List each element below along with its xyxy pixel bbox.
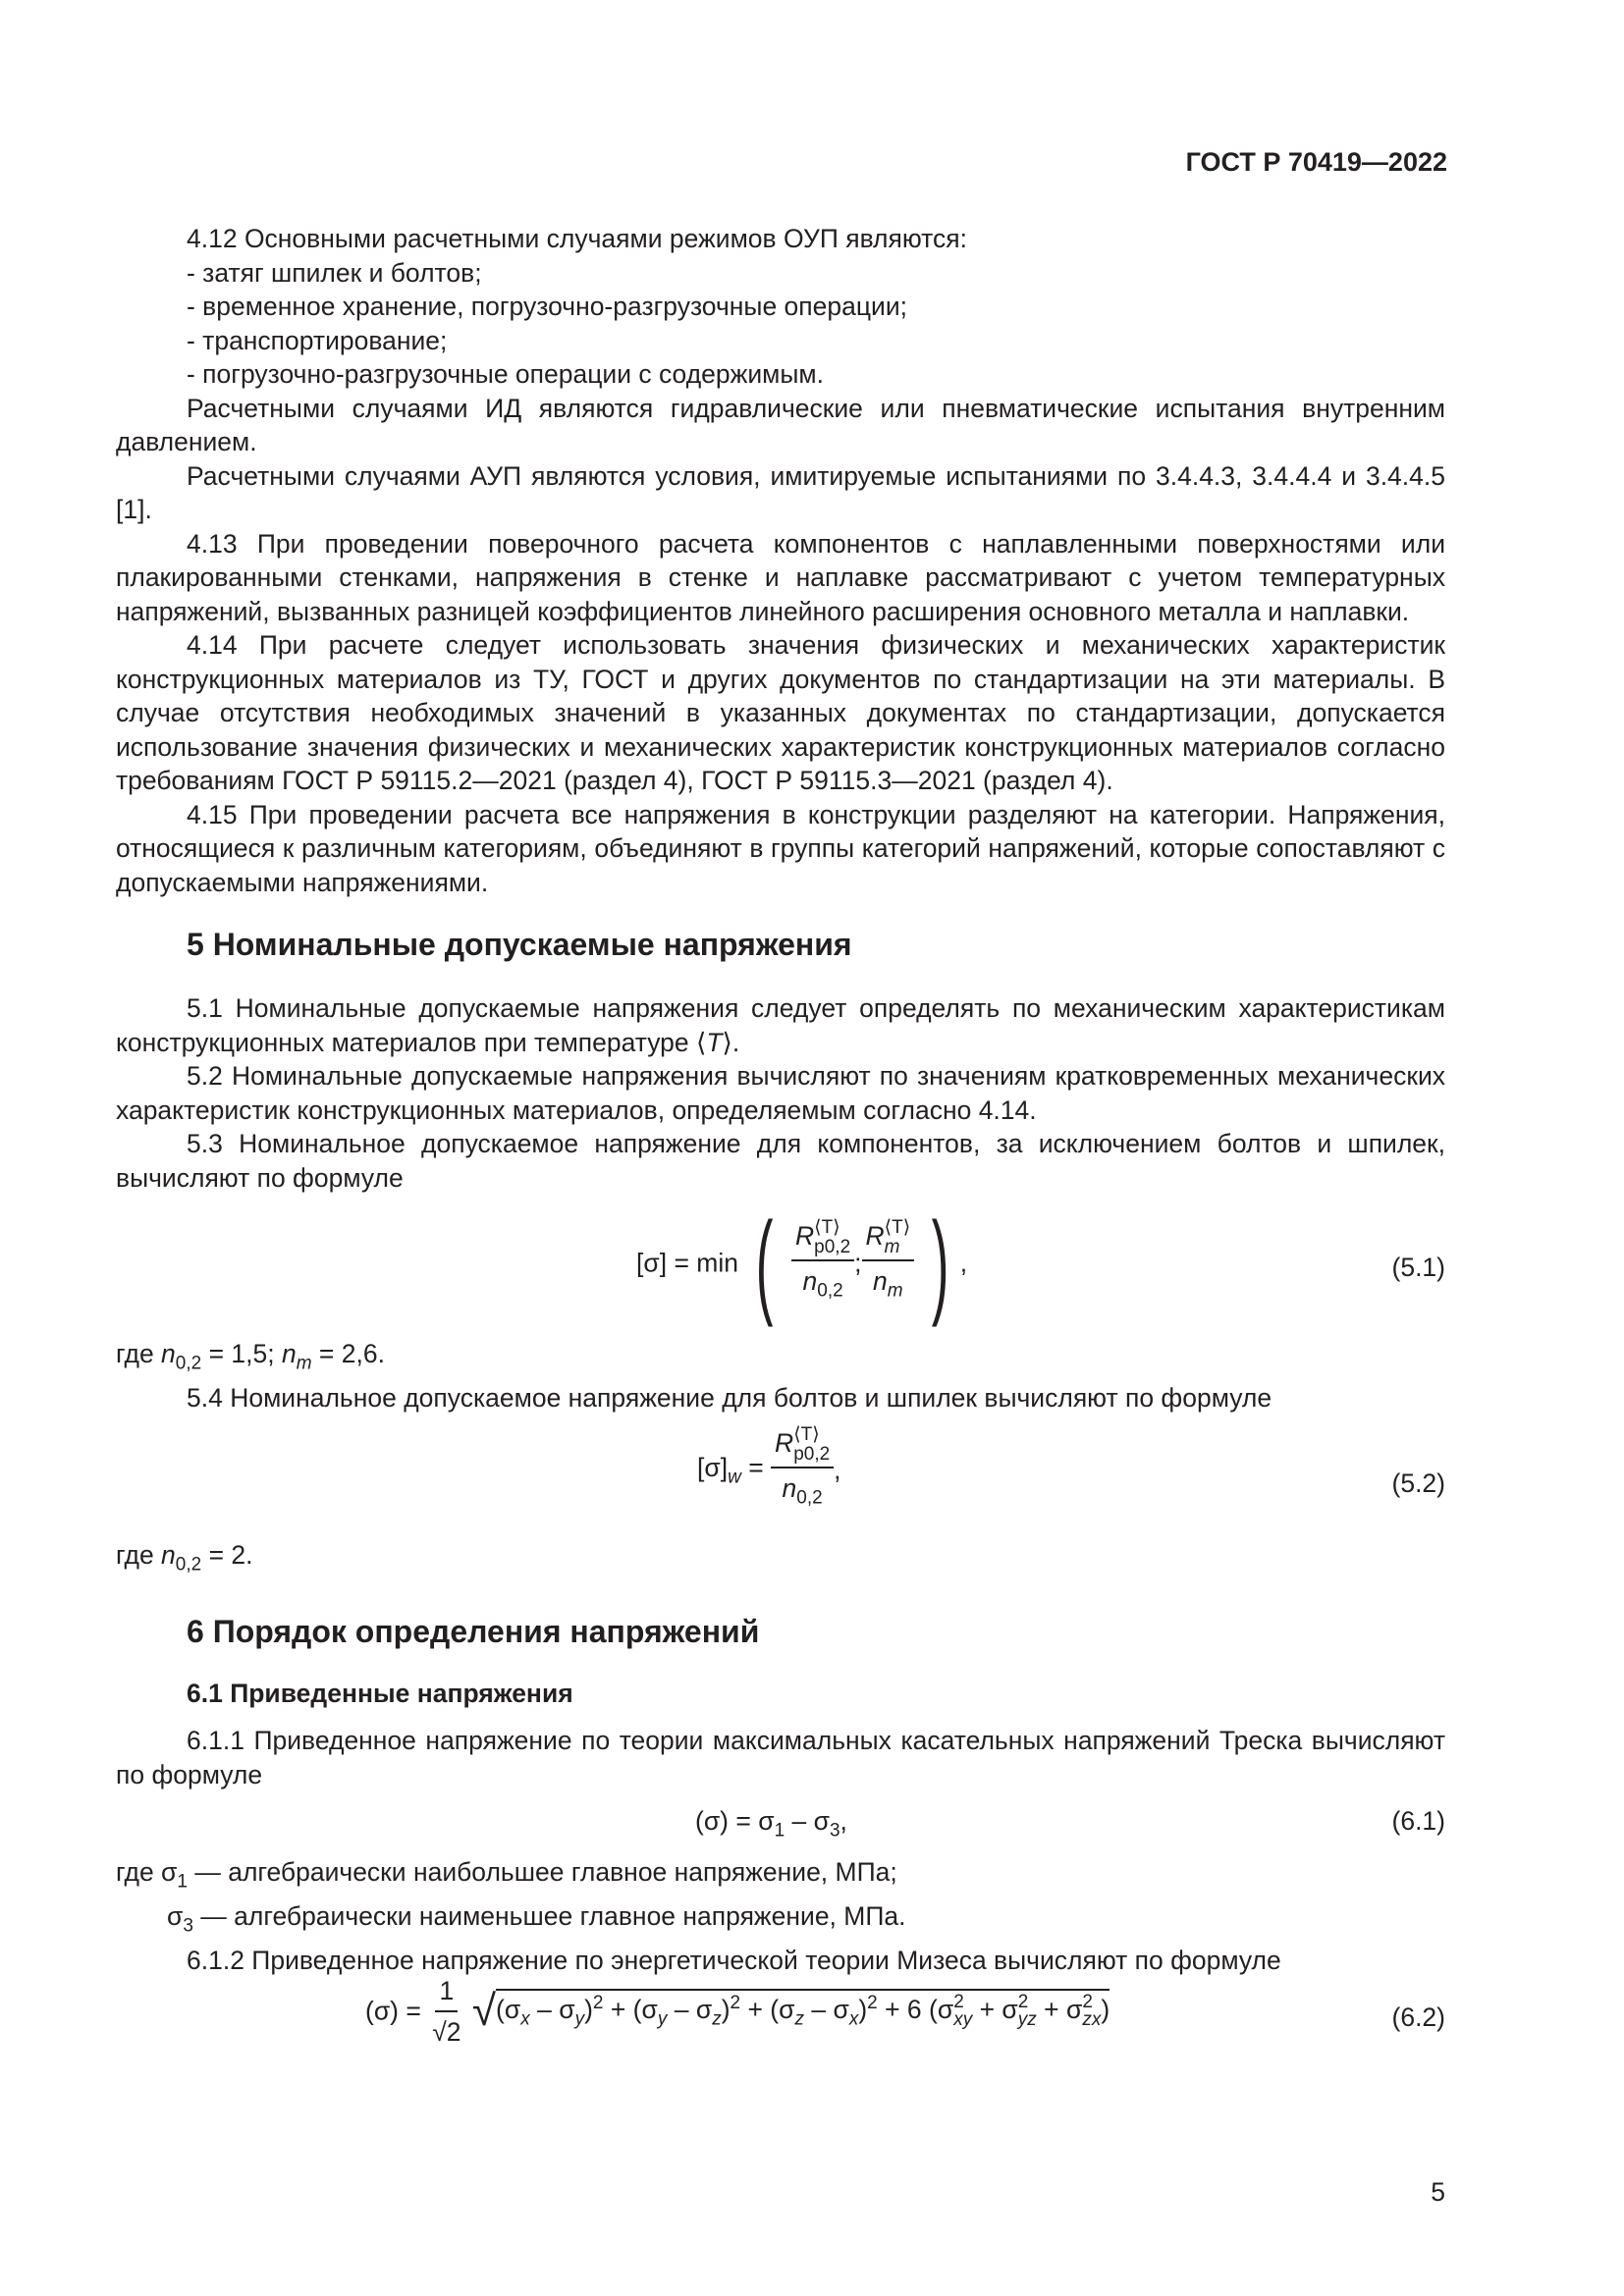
close-paren: ) <box>1101 1994 1110 2024</box>
formula-comma: , <box>834 1455 841 1485</box>
clause-5-4: 5.4 Номинальное допускаемое напряжение для болтов и шпилек вычисляют по формуле <box>187 1382 1272 1413</box>
term: + 6 (σ <box>877 1994 954 2024</box>
fraction-rm <box>862 1218 915 1308</box>
term: + σ <box>972 1994 1018 2024</box>
sup-2: 2 <box>730 1992 741 2013</box>
formula-6-1 <box>695 1806 847 1842</box>
sub-3: 3 <box>829 1820 840 1842</box>
clause-6-1-2: 6.1.2 Приведенное напряжение по энергетической теории Мизеса вычисляют по формуле <box>187 1945 1281 1975</box>
formula-part: (σ) = σ <box>695 1806 775 1836</box>
sub-z: z <box>712 2008 722 2030</box>
definition-text: — алгебраически наименьшее главное напряжение, МПа. <box>192 1900 906 1931</box>
term: – σ <box>529 1994 575 2024</box>
sub-02: 0,2 <box>796 1487 823 1509</box>
temperature-symbol: T <box>706 1027 723 1057</box>
value-nm: = 2,6. <box>311 1339 385 1368</box>
formula-5-1 <box>636 1199 968 1328</box>
n-symbol: n <box>782 1473 797 1503</box>
right-paren: ) <box>932 1199 949 1328</box>
sub-z: z <box>794 2008 804 2030</box>
sub-x: x <box>848 2008 859 2030</box>
sqrt-radicand: $(\sigma_x - \sigma_y)^2 + (\sigma_y - \sigma_z)^2 + (\sigma_z - \sigma_x)^2 + 6$ (σ 2 xy + σ 2 yz + σ 2 zx ) <box>496 1989 1110 2024</box>
page-number: 5 <box>1431 2177 1445 2207</box>
r-symbol: R <box>795 1220 815 1251</box>
value-n02: = 1,5; <box>201 1339 282 1368</box>
where-prefix: где <box>116 1339 162 1368</box>
section-5-heading: 5 Номинальные допускаемые напряжения <box>187 927 852 962</box>
where-6-1-block <box>116 1855 1445 1977</box>
n-symbol: n <box>873 1265 888 1296</box>
where-6-1-b <box>116 1899 1445 1944</box>
sub-y: y <box>574 2008 585 2030</box>
equals: = <box>740 1452 764 1482</box>
clause-4-12-aup: Расчетными случаями АУП являются условия, имитируемые испытаниями по 3.4.4.3, 3.4.4.4 и 3.4.4.5 [1]. <box>116 460 1445 524</box>
formula-lhs: (σ) = <box>365 1996 421 2026</box>
sup-2: 2 <box>1017 1991 1029 2012</box>
formula-number-5-1: (5.1) <box>1391 1253 1445 1282</box>
clauses-4 <box>116 222 1445 899</box>
fraction-rp02 <box>791 1218 854 1308</box>
left-paren: ( <box>756 1199 774 1328</box>
sub-1: 1 <box>774 1820 785 1842</box>
sub-1: 1 <box>177 1871 188 1893</box>
subsection-6-1-heading: 6.1 Приведенные напряжения <box>187 1679 573 1708</box>
sub-y: y <box>657 2008 668 2030</box>
sup-t: ⟨T⟩ <box>814 1216 840 1238</box>
list-item: - погрузочно-разгрузочные операции с содержимым. <box>187 359 825 389</box>
doc-header: ГОСТ Р 70419—2022 <box>1185 147 1447 177</box>
sub-m: m <box>296 1353 312 1374</box>
list-item: - затяг шпилек и болтов; <box>187 257 482 288</box>
clause-4-13: 4.13 При проведении поверочного расчета компонентов с наплавленными поверхностями или плакированными стенками, напряжения в стенке и наплавке рассматривают с учетом температурных напряжений, вызванных разницей коэффициентов линейного расширения основного металла и наплавки. <box>116 528 1445 626</box>
clause-5-2: 5.2 Номинальные допускаемые напряжения вычисляют по значениям кратковременных механических характеристик конструкционных материалов, определяемым согласно 4.14. <box>116 1061 1445 1125</box>
sub-m: m <box>884 1236 900 1257</box>
sub-02: 0,2 <box>175 1554 202 1575</box>
definition-text: — алгебраически наибольшее главное напряжение, МПа; <box>187 1857 897 1887</box>
where-5-2-block <box>116 1538 1445 1582</box>
clause-4-12-id: Расчетными случаями ИД являются гидравлические или пневматические испытания внутренним давлением. <box>116 393 1445 456</box>
sqrt-sign: √ <box>471 1987 497 2035</box>
formula-number-6-1: (6.1) <box>1391 1806 1445 1836</box>
term: + σ <box>1036 1994 1083 2024</box>
sup-2: 2 <box>953 1991 964 2012</box>
n-symbol: n <box>161 1339 176 1368</box>
section-6-heading: 6 Порядок определения напряжений <box>187 1614 760 1649</box>
term: + (σ <box>603 1994 658 2024</box>
n-symbol: n <box>802 1265 818 1296</box>
root-two: √2 <box>432 2017 461 2047</box>
term: (σ <box>496 1994 521 2024</box>
clause-5-1-end: ⟩. <box>722 1027 740 1057</box>
where-6-1-a <box>116 1855 1445 1899</box>
formula-lhs <box>697 1452 764 1488</box>
sup-t: ⟨T⟩ <box>884 1216 911 1238</box>
r-symbol: R <box>775 1428 794 1458</box>
n-symbol: n <box>161 1540 176 1570</box>
section-5-heading-block <box>116 928 1445 962</box>
where-5-2 <box>116 1538 1445 1582</box>
sub-02: 0,2 <box>817 1280 843 1302</box>
where-5-1 <box>116 1337 1445 1381</box>
sub-p02: p0,2 <box>793 1444 831 1465</box>
clause-5-1 <box>116 991 1445 1059</box>
clause-5-3: 5.3 Номинальное допускаемое напряжение для компонентов, за исключением болтов и шпилек, вычисляют по формуле <box>116 1129 1445 1193</box>
sub-zx: zx <box>1082 2008 1102 2030</box>
formula-6-2 <box>365 1973 1110 2050</box>
sub-p02: p0,2 <box>814 1236 851 1257</box>
sigma-symbol: σ <box>167 1900 184 1931</box>
fraction-one-over-root2 <box>428 1973 464 2050</box>
clause-6-1-1: 6.1.1 Приведенное напряжение по теории максимальных касательных напряжений Треска вычисляют по формуле <box>116 1726 1445 1789</box>
fraction-rp02 <box>771 1425 834 1516</box>
sub-xy: xy <box>953 2008 973 2030</box>
sup-2: 2 <box>867 1992 878 2013</box>
formula-5-2 <box>697 1425 841 1516</box>
section-6-heading-block <box>116 1615 1445 1649</box>
sub-m: m <box>887 1280 903 1302</box>
formula-lhs: [σ] = min <box>636 1248 738 1278</box>
section-6-1-heading-block <box>116 1677 1445 1711</box>
where-prefix: где σ <box>116 1857 178 1887</box>
section-5-text <box>116 991 1445 1195</box>
term: – σ <box>667 1994 713 2024</box>
term: – σ <box>803 1994 849 2024</box>
section-6-text <box>116 1724 1445 1791</box>
formula-part: – σ <box>785 1806 830 1836</box>
sub-3: 3 <box>183 1915 193 1937</box>
list-item: - временное хранение, погрузочно-разгрузочные операции; <box>187 292 907 321</box>
clause-5-1-text: 5.1 Номинальные допускаемые напряжения следует определять по механическим характеристикам конструкционных материалов при температуре ⟨ <box>116 993 1445 1057</box>
clause-4-12-intro: 4.12 Основными расчетными случаями режимов ОУП являются: <box>187 224 967 253</box>
r-symbol: R <box>865 1220 885 1251</box>
formula-number-6-2: (6.2) <box>1391 2002 1445 2032</box>
sub-yz: yz <box>1017 2008 1037 2030</box>
formula-number-5-2: (5.2) <box>1391 1468 1445 1498</box>
clause-4-15: 4.15 При проведении расчета все напряжения в конструкции разделяют на категории. Напряжения, относящиеся к различным категориям, объединяют в группы категорий напряжений, которые сопоставляют с допускаемыми напряжениями. <box>116 799 1445 897</box>
numerator-one: 1 <box>435 1973 458 2012</box>
formula-comma: , <box>839 1806 847 1836</box>
term: + (σ <box>740 1994 795 2024</box>
sub-x: x <box>520 2008 530 2030</box>
sub-w: w <box>728 1467 741 1488</box>
list-item: - транспортирование; <box>187 325 448 355</box>
formula-comma: , <box>959 1248 968 1278</box>
sup-2: 2 <box>1082 1991 1093 2012</box>
where-prefix: где <box>116 1540 162 1570</box>
n-symbol: n <box>281 1339 297 1368</box>
sigma-bracket: [σ] <box>697 1452 729 1482</box>
where-5-1-block <box>116 1337 1445 1415</box>
clause-4-14: 4.14 При расчете следует использовать значения физических и механических характеристик конструкционных материалов из ТУ, ГОСТ и других документов по стандартизации на эти материалы. В случае отсутствия необходимых значений в указанных документах по стандартизации, допускается использование значения физических и механических характеристик конструкционных материалов согласно требованиям ГОСТ Р 59115.2—2021 (раздел 4), ГОСТ Р 59115.3—2021 (раздел 4). <box>116 630 1445 795</box>
sup-2: 2 <box>592 1992 604 2013</box>
sup-t: ⟨T⟩ <box>793 1424 820 1445</box>
value-n02: = 2. <box>201 1540 253 1570</box>
separator: ; <box>854 1248 862 1278</box>
sub-02: 0,2 <box>175 1353 202 1374</box>
